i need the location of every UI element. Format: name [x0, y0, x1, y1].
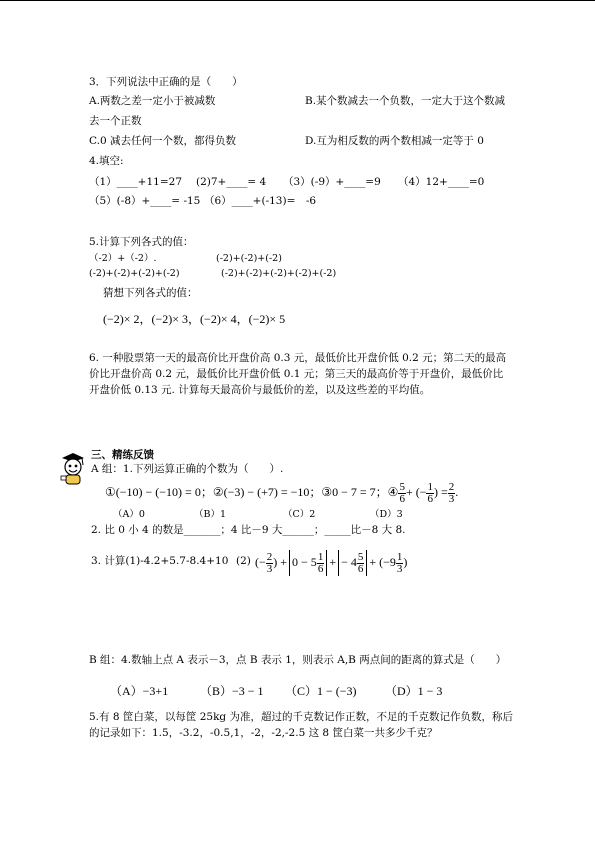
expression-part: + (−9 — [369, 555, 396, 569]
group-a-q3-part1: 3. 计算(1)-4.2+5.7-8.4+10 — [91, 555, 229, 567]
group-b-option-b: （B）−3 − 1 — [200, 684, 264, 698]
group-a-option-c: （C）2 — [283, 509, 316, 520]
expression-part: ) = — [433, 485, 448, 499]
group-a-expression — [105, 479, 458, 505]
numerator: 1 — [396, 550, 403, 563]
abs-bar — [338, 550, 339, 576]
top-border — [0, 0, 595, 1]
denominator: 6 — [317, 562, 324, 575]
q3-option-a: A.两数之差一定小于被减数 — [89, 95, 216, 107]
q6-line-3: 开盘价低 0.13 元. 计算每天最高价与最低价的差，以及这些差的平均值。 — [89, 384, 431, 396]
q4-item-2: (2)7+____= 4 — [196, 176, 267, 188]
numerator: 2 — [266, 550, 273, 563]
q6-line-2: 价比开盘价高 0.2 元，最低价比开盘价低 0.1 元；第三天的最高价等于开盘价，最低价比 — [89, 368, 504, 380]
fraction — [426, 482, 434, 505]
numerator: 1 — [427, 480, 433, 493]
q6-line-1: 6. 一种股票第一天的最高价比开盘价高 0.3 元，最低价比开盘价低 0.2 元；第二天的最高 — [89, 352, 507, 364]
expression-part: ) — [403, 555, 408, 569]
q5-expr-2: (-2)+(-2)+(-2) — [216, 253, 282, 264]
group-a-q3-label: (2) — [236, 555, 251, 567]
q4-item-1: （1）____+11=27 — [89, 176, 182, 188]
numerator: 2 — [448, 480, 455, 493]
q3-option-b-continued: 去一个正数 — [89, 115, 142, 127]
abs-bar — [289, 550, 290, 576]
group-a-option-a: （A）0 — [113, 509, 145, 520]
denominator: 3 — [396, 562, 403, 575]
group-b-option-a: （A）−3+1 — [110, 684, 169, 698]
q4-item-5: （5）(-8）+____= -15 — [89, 195, 201, 207]
expression-part: 0 − 5 — [292, 555, 317, 569]
abs-bar — [326, 550, 327, 576]
q4-item-4: （4）12+____=0 — [398, 176, 485, 188]
q4-title: 4.填空: — [89, 155, 124, 167]
group-b-q5-line-2: 的记录如下：1.5，-3.2，-0.5,1，-2，-2,-2.5 这 8 筐白菜一共多少千克？ — [89, 727, 438, 739]
q3-option-b: B.某个数减去一个负数，一定大于这个数减 — [305, 95, 506, 107]
group-a-q2: 2. 比 0 小 4 的数是_______；4 比－9 大______；_____比－8 大 8. — [91, 524, 406, 536]
q3-title: 3．下列说法中正确的是（ ） — [89, 76, 243, 88]
q4-item-3: （3）(-9）+____=9 — [283, 176, 381, 188]
expression-part: ①(−10) − (−10) = 0；②(−3) − (+7) = −10；③0 − 7 = 7；④ — [105, 485, 399, 499]
q5-expr-4: (-2)+(-2)+(-2)+(-2)+(-2) — [221, 268, 337, 279]
q5-multiplication: (−2)× 2，(−2)× 3，(−2)× 4，(−2)× 5 — [103, 312, 286, 326]
q5-title: 5.计算下列各式的值： — [89, 236, 194, 248]
section-title: 三、精练反馈 — [91, 449, 154, 461]
q5-guess: 猜想下列各式的值： — [103, 287, 198, 299]
expression-part: (− — [255, 555, 266, 569]
expression-part: + (− — [405, 485, 427, 499]
group-b-option-d: （D）1 − 3 — [385, 684, 443, 698]
abs-bar — [366, 550, 367, 576]
expression-part: − 4 — [341, 555, 357, 569]
numerator: 1 — [317, 550, 324, 563]
group-b-q5-line-1: 5.有 8 筐白菜，以每筐 25kg 为准，超过的千克数记作正数，不足的千克数记作负数，称后 — [89, 711, 513, 723]
group-b-option-c: （C）1 − (−3) — [285, 684, 357, 698]
expression-part: + — [329, 555, 337, 569]
numerator: 5 — [357, 550, 364, 563]
fraction — [398, 482, 406, 505]
student-mascot-icon — [58, 450, 88, 486]
denominator: 6 — [427, 492, 433, 505]
denominator: 3 — [266, 562, 273, 575]
expression-part: . — [455, 485, 459, 499]
group-a-option-b: （B）1 — [194, 509, 227, 520]
fraction — [317, 552, 325, 575]
group-a-q3-part2 — [255, 547, 407, 577]
fraction — [357, 552, 365, 575]
group-a-q1: A 组：1.下列运算正确的个数为（ ）. — [91, 463, 284, 475]
group-b-q4: B 组：4.数轴上点 A 表示－3，点 B 表示 1，则表示 A,B 两点间的距离的算式是（ ） — [89, 654, 507, 666]
expression-part: ) + — [273, 555, 288, 569]
denominator: 6 — [399, 492, 405, 505]
q5-expr-1: （-2）+（-2）. — [89, 253, 157, 264]
q3-option-c: C.0 减去任何一个数，都得负数 — [89, 135, 237, 147]
q3-option-d: D.互为相反数的两个数相减一定等于 0 — [305, 135, 484, 147]
denominator: 6 — [357, 562, 364, 575]
numerator: 5 — [399, 480, 405, 493]
denominator: 3 — [448, 492, 455, 505]
group-a-option-d: （D）3 — [370, 509, 403, 520]
q5-expr-3: (-2)+(-2)+(-2)+(-2) — [89, 268, 180, 279]
q4-item-6: （6）____+(-13)= -6 — [204, 195, 317, 207]
